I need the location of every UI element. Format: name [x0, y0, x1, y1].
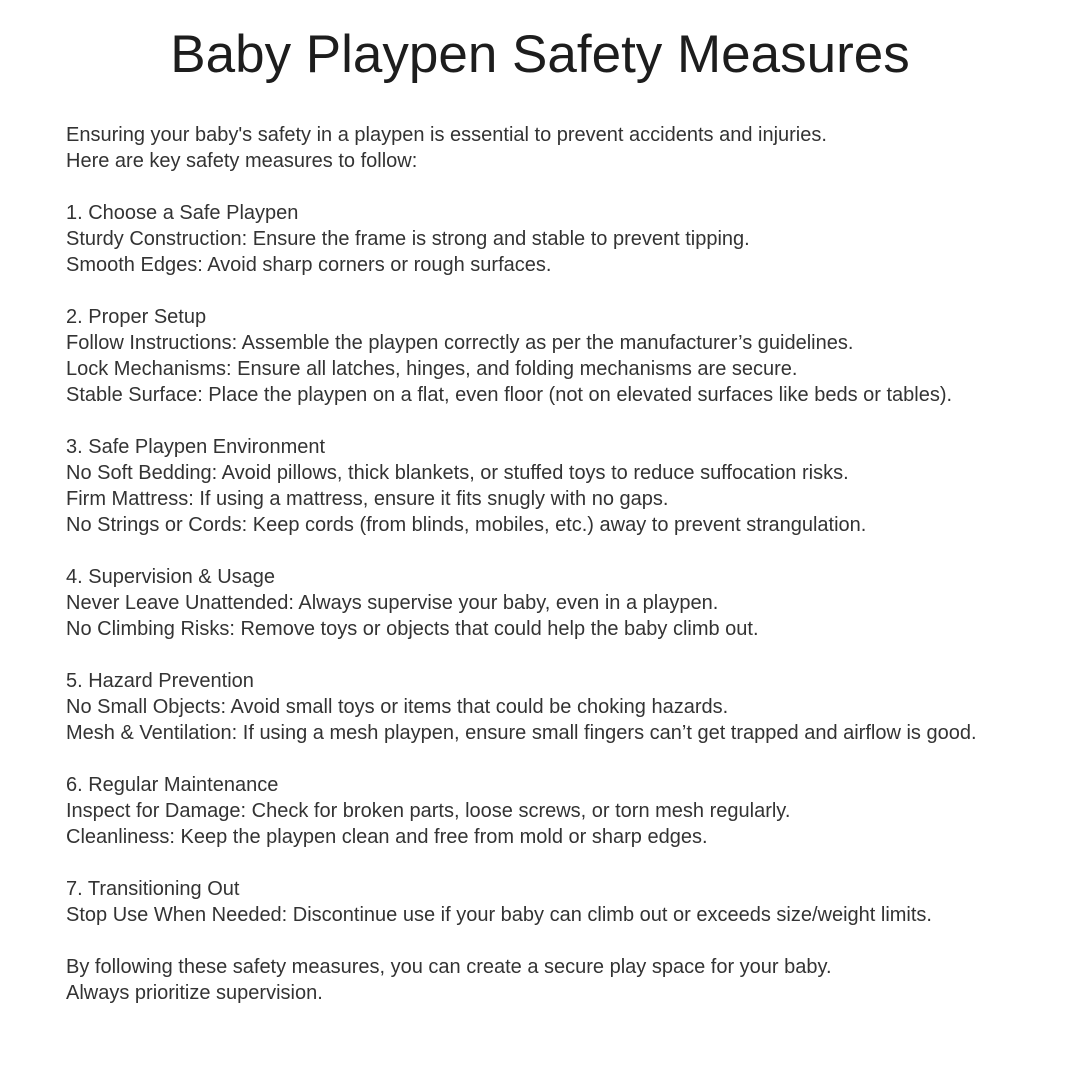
section-choose-safe-playpen [66, 200, 1014, 278]
intro-line: Ensuring your baby's safety in a playpen is essential to prevent accidents and injuries. [66, 124, 827, 146]
outro-line: By following these safety measures, you can create a secure play space for your baby. [66, 956, 832, 978]
section-line: Sturdy Construction: Ensure the frame is strong and stable to prevent tipping. [66, 228, 750, 250]
page-title: Baby Playpen Safety Measures [170, 25, 910, 84]
section-line: Follow Instructions: Assemble the playpen correctly as per the manufacturer’s guidelines. [66, 332, 854, 354]
intro-paragraph [66, 122, 1014, 174]
outro-line: Always prioritize supervision. [66, 982, 323, 1004]
section-line: Firm Mattress: If using a mattress, ensure it fits snugly with no gaps. [66, 488, 669, 510]
section-heading: 5. Hazard Prevention [66, 670, 254, 692]
section-line: Mesh & Ventilation: If using a mesh playpen, ensure small fingers can’t get trapped and airflow is good. [66, 722, 977, 744]
section-line: Inspect for Damage: Check for broken parts, loose screws, or torn mesh regularly. [66, 800, 791, 822]
section-line: No Soft Bedding: Avoid pillows, thick blankets, or stuffed toys to reduce suffocation risks. [66, 462, 849, 484]
section-heading: 3. Safe Playpen Environment [66, 436, 326, 458]
section-line: Stable Surface: Place the playpen on a flat, even floor (not on elevated surfaces like beds or tables). [66, 384, 953, 406]
section-proper-setup [66, 304, 1014, 408]
section-hazard-prevention [66, 668, 1014, 746]
section-heading: 6. Regular Maintenance [66, 774, 279, 796]
section-line: No Small Objects: Avoid small toys or items that could be choking hazards. [66, 696, 729, 718]
section-heading: 2. Proper Setup [66, 306, 207, 328]
section-line: No Climbing Risks: Remove toys or objects that could help the baby climb out. [66, 618, 759, 640]
section-line: Lock Mechanisms: Ensure all latches, hinges, and folding mechanisms are secure. [66, 358, 798, 380]
section-supervision-usage [66, 564, 1014, 642]
section-line: Cleanliness: Keep the playpen clean and free from mold or sharp edges. [66, 826, 708, 848]
section-line: Stop Use When Needed: Discontinue use if your baby can climb out or exceeds size/weight limits. [66, 904, 932, 926]
section-safe-environment [66, 434, 1014, 538]
section-line: Never Leave Unattended: Always supervise your baby, even in a playpen. [66, 592, 719, 614]
section-regular-maintenance [66, 772, 1014, 850]
section-heading: 7. Transitioning Out [66, 878, 240, 900]
intro-line: Here are key safety measures to follow: [66, 150, 418, 172]
section-line: No Strings or Cords: Keep cords (from blinds, mobiles, etc.) away to prevent strangulation. [66, 514, 867, 536]
section-heading: 4. Supervision & Usage [66, 566, 276, 588]
outro-paragraph [66, 954, 1014, 1006]
document-body [66, 122, 1014, 1006]
section-line: Smooth Edges: Avoid sharp corners or rough surfaces. [66, 254, 552, 276]
section-heading: 1. Choose a Safe Playpen [66, 202, 299, 224]
section-transitioning-out [66, 876, 1014, 928]
